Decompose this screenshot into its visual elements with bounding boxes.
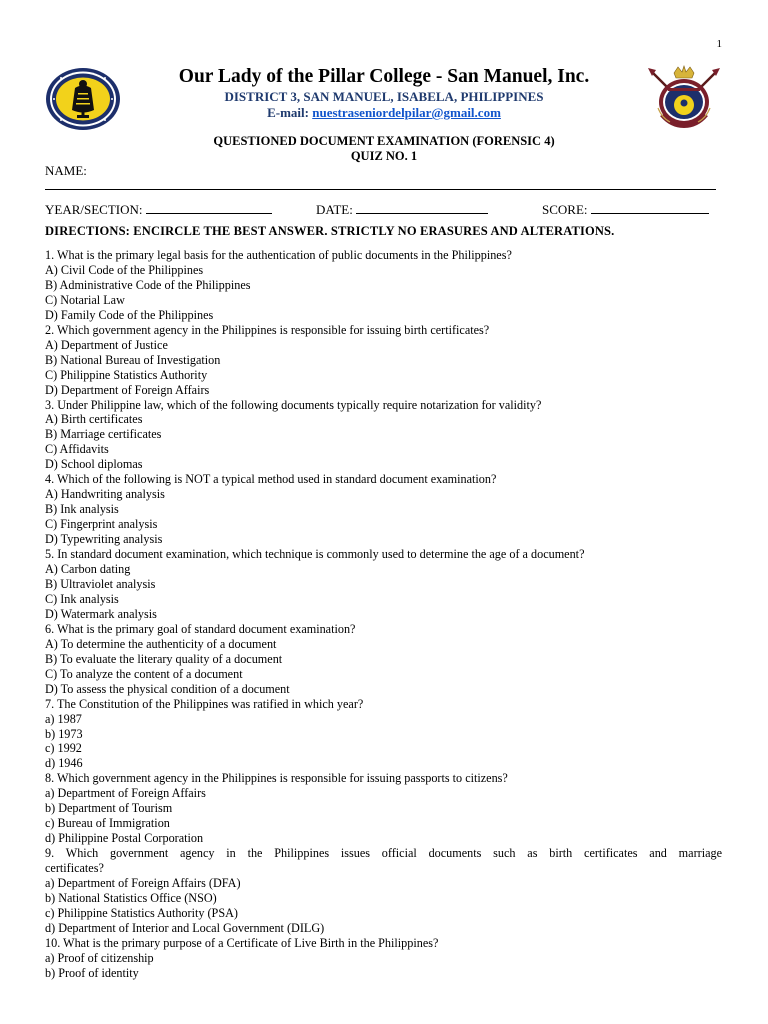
score-blank[interactable]	[591, 201, 709, 214]
choice[interactable]: A) Department of Justice	[45, 337, 168, 352]
choice[interactable]: D) Typewriting analysis	[45, 532, 163, 547]
choice[interactable]: a) Department of Foreign Affairs	[45, 786, 206, 801]
choice[interactable]: D) To assess the physical condition of a document	[45, 681, 290, 696]
question-list	[45, 248, 722, 981]
choice[interactable]: d) 1946	[45, 756, 83, 771]
choice[interactable]: b) Department of Tourism	[45, 801, 173, 816]
choice[interactable]: C) Fingerprint analysis	[45, 517, 158, 532]
date-blank[interactable]	[356, 201, 488, 214]
question-4: 4. Which of the following is NOT a typical method used in standard document examination?	[45, 472, 497, 487]
choice[interactable]: A) Birth certificates	[45, 412, 143, 427]
choice[interactable]: C) Notarial Law	[45, 292, 125, 307]
choice[interactable]: b) 1973	[45, 726, 83, 741]
question-6: 6. What is the primary goal of standard document examination?	[45, 621, 356, 636]
choice[interactable]: B) National Bureau of Investigation	[45, 352, 221, 367]
choice[interactable]: d) Philippine Postal Corporation	[45, 831, 204, 846]
choice[interactable]: b) Proof of identity	[45, 965, 139, 980]
school-seal-icon	[44, 66, 122, 132]
choice[interactable]: B) To evaluate the literary quality of a document	[45, 651, 283, 666]
choice[interactable]: C) Philippine Statistics Authority	[45, 367, 208, 382]
choice[interactable]: B) Ink analysis	[45, 502, 119, 517]
year-section-label: YEAR/SECTION:	[45, 202, 143, 217]
email-link[interactable]: nuestraseniordelpilar@gmail.com	[312, 105, 501, 120]
choice[interactable]: A) To determine the authenticity of a document	[45, 636, 277, 651]
name-label: NAME:	[45, 163, 87, 178]
score-field	[542, 201, 709, 218]
email-label: E-mail:	[267, 105, 313, 120]
choice[interactable]: a) 1987	[45, 711, 82, 726]
question-8: 8. Which government agency in the Philippines is responsible for issuing passports to citizens?	[45, 771, 508, 786]
exam-title: QUESTIONED DOCUMENT EXAMINATION (FORENSIC 4)	[213, 134, 555, 148]
question-2: 2. Which government agency in the Philippines is responsible for issuing birth certificates?	[45, 322, 490, 337]
question-3: 3. Under Philippine law, which of the following documents typically require notarization for validity?	[45, 397, 542, 412]
school-name: Our Lady of the Pillar College - San Manuel, Inc.	[178, 66, 590, 87]
choice[interactable]: D) Department of Foreign Affairs	[45, 382, 210, 397]
question-9-continued: certificates?	[45, 861, 104, 876]
quiz-number: QUIZ NO. 1	[350, 149, 418, 163]
choice[interactable]: d) Department of Interior and Local Government (DILG)	[45, 920, 325, 935]
choice[interactable]: b) National Statistics Office (NSO)	[45, 890, 217, 905]
choice[interactable]: B) Administrative Code of the Philippines	[45, 277, 251, 292]
year-section-field	[45, 201, 272, 218]
choice[interactable]: a) Department of Foreign Affairs (DFA)	[45, 876, 241, 891]
choice[interactable]: c) 1992	[45, 741, 82, 756]
choice[interactable]: A) Handwriting analysis	[45, 487, 165, 502]
choice[interactable]: A) Carbon dating	[45, 562, 131, 577]
choice[interactable]: B) Marriage certificates	[45, 427, 162, 442]
year-section-blank[interactable]	[146, 201, 272, 214]
choice[interactable]: A) Civil Code of the Philippines	[45, 262, 204, 277]
choice[interactable]: C) Affidavits	[45, 442, 109, 457]
question-1: 1. What is the primary legal basis for the authentication of public documents in the Philippines?	[45, 248, 512, 262]
question-5: 5. In standard document examination, which technique is commonly used to determine the age of a document?	[45, 547, 585, 562]
choice[interactable]: C) Ink analysis	[45, 591, 119, 606]
question-9: 9. Which government agency in the Philippines issues official documents such as birth certificates and marriage	[45, 846, 722, 861]
choice[interactable]: B) Ultraviolet analysis	[45, 576, 156, 591]
choice[interactable]: D) School diplomas	[45, 457, 143, 472]
choice[interactable]: D) Watermark analysis	[45, 606, 157, 621]
email-line	[130, 105, 638, 120]
page-number: 1	[716, 38, 722, 50]
document-header	[130, 66, 638, 120]
choice[interactable]: c) Bureau of Immigration	[45, 816, 170, 831]
date-label: DATE:	[316, 202, 353, 217]
question-7: 7. The Constitution of the Philippines was ratified in which year?	[45, 696, 364, 711]
choice[interactable]: a) Proof of citizenship	[45, 950, 154, 965]
score-label: SCORE:	[542, 202, 588, 217]
school-address: DISTRICT 3, SAN MANUEL, ISABELA, PHILIPPINES	[224, 89, 544, 104]
choice[interactable]: D) Family Code of the Philippines	[45, 307, 214, 322]
question-10: 10. What is the primary purpose of a Certificate of Live Birth in the Philippines?	[45, 935, 439, 950]
name-blank-line[interactable]	[45, 189, 716, 190]
choice[interactable]: c) Philippine Statistics Authority (PSA)	[45, 905, 238, 920]
directions: DIRECTIONS: ENCIRCLE THE BEST ANSWER. STRICTLY NO ERASURES AND ALTERATIONS.	[45, 224, 615, 238]
choice[interactable]: C) To analyze the content of a document	[45, 666, 243, 681]
date-field	[316, 201, 488, 218]
school-crest-icon	[644, 64, 724, 134]
